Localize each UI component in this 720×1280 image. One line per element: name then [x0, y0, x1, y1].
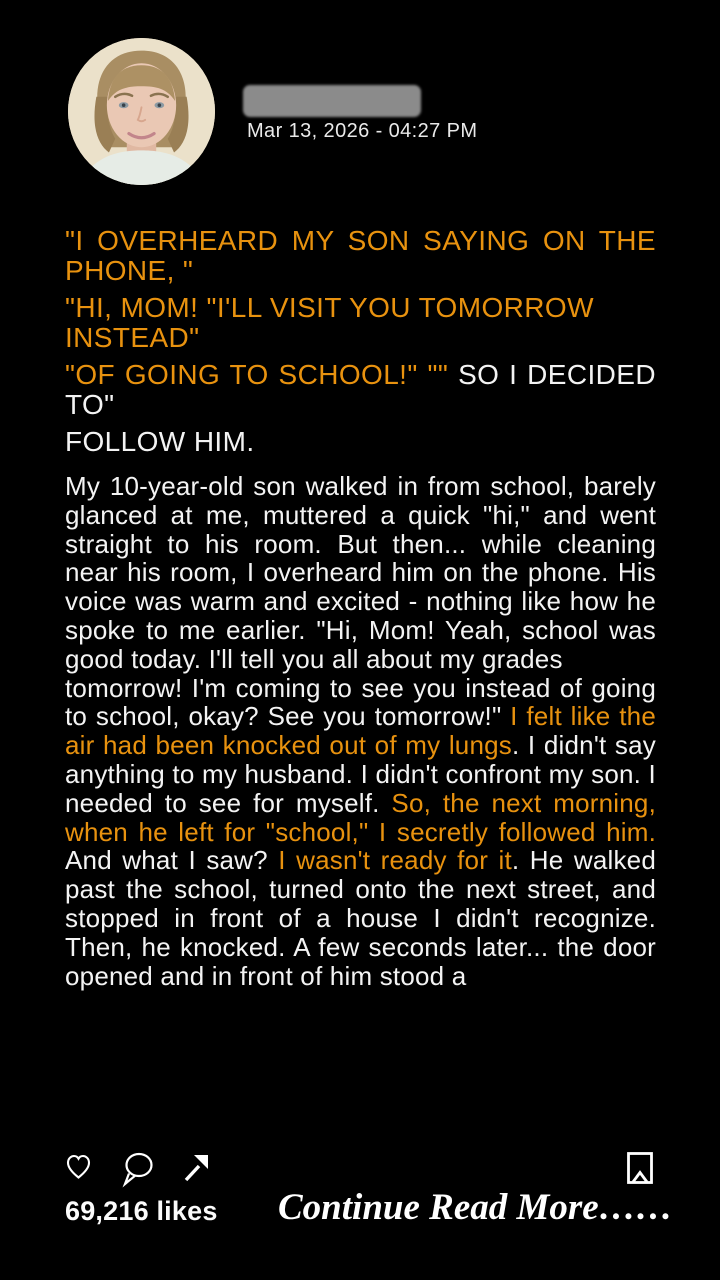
text-run: I wasn't ready for it: [278, 845, 512, 876]
headline-paragraph-2: [65, 293, 656, 353]
text-run: I felt like the air had been knocked out of my lungs: [65, 701, 656, 761]
bookmark-icon[interactable]: [626, 1151, 654, 1185]
text-run: tomorrow! I'm coming to see you instead of going to school, okay? See you tomorrow!": [65, 672, 656, 732]
text-run: "I OVERHEARD MY SON SAYING ON THE PHONE, ": [65, 225, 656, 286]
continue-read-more-link[interactable]: Continue Read More……: [278, 1187, 673, 1228]
text-run: My 10-year-old son walked in from school, barely glanced at me, muttered a quick "hi," and went straight to his room. But then... while cleaning near his room, I overheard him on the phone. His voice was warm and excited - nothing like how he spoke to me earlier. "Hi, Mom! Yeah, school was good today. I'll tell you all about my grades: [65, 471, 656, 674]
text-run: SO I DECIDED TO": [65, 359, 656, 420]
text-run: "OF GOING TO SCHOOL!" "": [65, 359, 449, 390]
avatar[interactable]: [68, 38, 215, 185]
text-run: So, the next morning, when he left for "school," I secretly followed him.: [65, 787, 656, 847]
text-run: And what I saw?: [65, 845, 279, 876]
text-run: . He walked past the school, turned onto the next street, and stopped in front of a house I didn't recognize. Then, he knocked. A few seconds later... the door opened and in front of him stood a: [65, 845, 656, 991]
woman-portrait-icon: [68, 38, 215, 185]
post-body: [65, 472, 656, 990]
share-icon[interactable]: [181, 1151, 212, 1184]
redacted-username: [243, 85, 421, 117]
headline-paragraph-1: [65, 226, 656, 286]
likes-count[interactable]: 69,216 likes: [65, 1196, 218, 1226]
heart-icon[interactable]: [64, 1151, 93, 1182]
text-run: "HI, MOM! "I'LL VISIT YOU TOMORROW INSTEAD": [65, 292, 594, 353]
post-timestamp: Mar 13, 2026 - 04:27 PM: [247, 120, 478, 142]
headline-paragraph-3: [65, 360, 656, 420]
text-run: . I didn't say anything to my husband. I didn't confront my son. I needed to see for myself.: [65, 730, 656, 818]
post-text: [65, 226, 656, 990]
headline-paragraph-4: [65, 427, 656, 457]
comment-icon[interactable]: [118, 1149, 156, 1189]
text-run: FOLLOW HIM.: [65, 426, 255, 457]
